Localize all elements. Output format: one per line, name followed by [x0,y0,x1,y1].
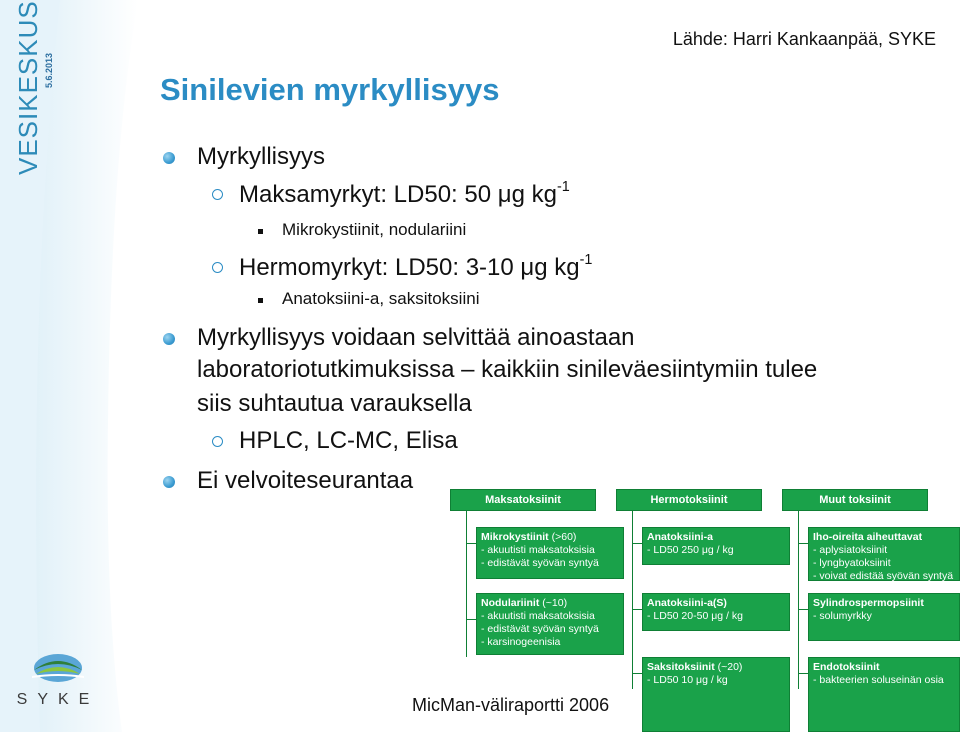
bullet-dot-icon [163,333,175,345]
connector-line [632,543,642,544]
bullet-microcystins: Mikrokystiinit, nodulariini [282,220,467,239]
connector-line [632,511,633,689]
box-line: - akuutisti maksatoksisia [481,610,595,622]
bullet-lab-line3: siis suhtautua varauksella [197,390,472,417]
box-title: Anatoksiini-a [647,531,713,543]
connector-line [632,673,642,674]
box-nodularins [476,593,624,655]
box-line: - lyngbyatoksiinit [813,557,891,569]
box-line: - LD50 20-50 μg / kg [647,610,743,622]
box-skin-irritants [808,527,960,581]
box-title: Nodulariinit [481,597,540,609]
liver-toxins-exponent: -1 [556,179,570,195]
brand-wordmark: VESIKESKUS [13,0,43,175]
liver-toxins-text: Maksamyrkyt: LD50: 50 μg kg [239,181,557,208]
bullet-ring-icon [212,436,223,447]
connector-line [798,543,808,544]
box-cylindrospermopsins [808,593,960,641]
box-line: - karsinogeenisia [481,636,561,648]
bullet-square-icon [258,298,263,303]
bullet-no-monitoring: Ei velvoiteseurantaa [197,467,414,494]
box-saxitoxins [642,657,790,732]
box-title: Endotoksiinit [813,661,880,673]
connector-line [798,609,808,610]
bullet-square-icon [258,229,263,234]
connector-line [798,511,799,689]
syke-logo-text: SYKE [16,691,100,708]
header-nerve-toxins: Hermotoksiinit [616,489,762,511]
box-line: - akuutisti maksatoksisia [481,544,595,556]
box-title: Mikrokystiinit [481,531,549,543]
box-title-suffix: (~10) [539,597,568,609]
box-anatoxin-a [642,527,790,565]
box-line: - LD50 10 μg / kg [647,674,728,686]
box-line: - edistävät syövän syntyä [481,623,599,635]
connector-line [466,619,476,620]
diagram-caption: MicMan-väliraportti 2006 [412,695,610,715]
box-title: Saksitoksiinit [647,661,715,673]
box-anatoxin-as [642,593,790,631]
bullet-lab-line1: Myrkyllisyys voidaan selvittää ainoastaan [197,324,635,351]
box-title: Sylindrospermopsiinit [813,597,924,609]
bullet-dot-icon [163,152,175,164]
header-liver-toxins: Maksatoksiinit [450,489,596,511]
connector-line [632,609,642,610]
nerve-toxins-text: Hermomyrkyt: LD50: 3-10 μg kg [239,254,580,281]
connector-line [798,673,808,674]
box-line: - bakteerien soluseinän osia [813,674,944,686]
bullet-liver-toxins [239,181,570,209]
box-line: - solumyrkky [813,610,872,622]
slide-title: Sinilevien myrkyllisyys [160,72,500,107]
slide-date: 5.6.2013 [44,52,54,88]
syke-logo [8,646,108,712]
bullet-dot-icon [163,476,175,488]
bullet-methods: HPLC, LC-MC, Elisa [239,427,458,454]
bullet-lab-line2: laboratoriotutkimuksissa – kaikkiin sinileväesiintymiin tulee [197,356,818,383]
box-title: Iho-oireita aiheuttavat [813,531,923,543]
box-title-suffix: (>60) [548,531,577,543]
box-title-suffix: (~20) [714,661,743,673]
box-title: Anatoksiini-a(S) [647,597,727,609]
nerve-toxins-exponent: -1 [579,252,593,268]
connector-line [466,511,467,657]
box-endotoxins [808,657,960,732]
header-other-toxins: Muut toksiinit [782,489,928,511]
box-line: - edistävät syövän syntyä [481,557,599,569]
connector-line [466,543,476,544]
source-credit: Lähde: Harri Kankaanpää, SYKE [672,29,936,49]
bullet-anatoxins: Anatoksiini-a, saksitoksiini [282,289,480,308]
bullet-toxicity: Myrkyllisyys [197,143,325,170]
bullet-ring-icon [212,262,223,273]
bullet-ring-icon [212,189,223,200]
box-line: - voivat edistää syövän syntyä [813,570,954,582]
box-line: - aplysiatoksiinit [813,544,888,556]
box-microcystins [476,527,624,579]
box-line: - LD50 250 μg / kg [647,544,734,556]
bullet-nerve-toxins [239,254,592,282]
